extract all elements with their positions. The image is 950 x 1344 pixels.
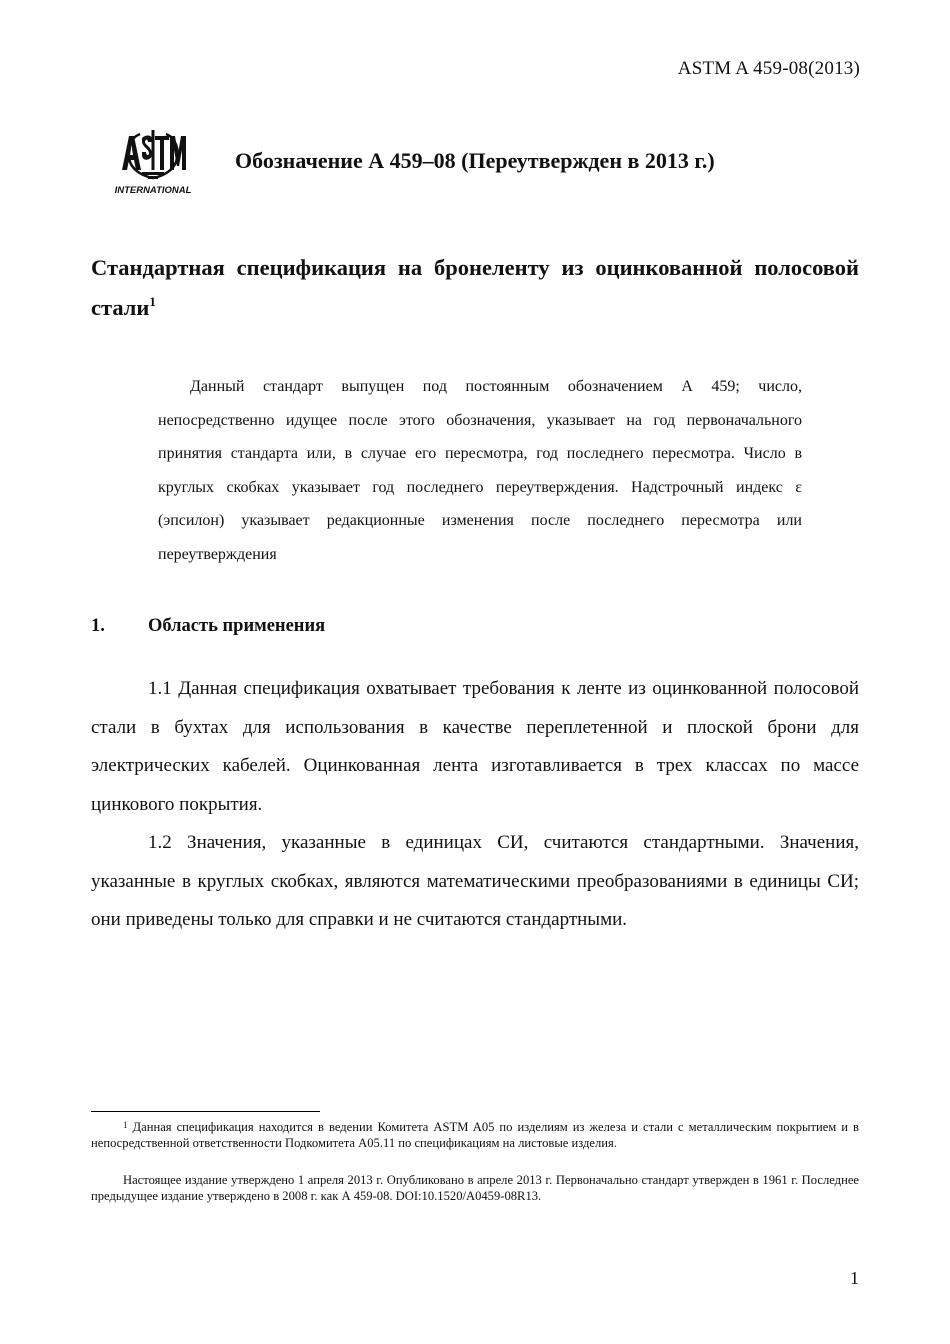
section-heading bbox=[91, 616, 325, 637]
footnote-marker: 1 bbox=[123, 1120, 128, 1130]
astm-logo bbox=[112, 126, 194, 196]
document-title bbox=[91, 248, 859, 328]
title-text: Стандартная спецификация на бронеленту из оцинкованной полосовой стали bbox=[91, 255, 859, 320]
preface-note: Данный стандарт выпущен под постоянным обозначением А 459; число, непосредственно идущее после этого обозначения, указывает на год первоначального принятия стандарта или, в случае его пересмотра, год последнего пересмотра. Число в круглых скобках указывает год последнего переутверждения. Надстрочный индекс ε (эпсилон) указывает редакционные изменения после последнего пересмотра или переутверждения bbox=[158, 378, 802, 563]
section-number: 1. bbox=[91, 616, 105, 636]
logo-caption: INTERNATIONAL bbox=[114, 185, 192, 196]
designation-heading: Обозначение А 459–08 (Переутвержден в 2013 г.) bbox=[235, 148, 715, 173]
paragraph-1-2: 1.2 Значения, указанные в единицах СИ, считаются стандартными. Значения, указанные в круглых скобках, являются математическими преобразованиями в единицы СИ; они приведены только для справки и не считаются стандартными. bbox=[91, 832, 859, 930]
footnote-2: Настоящее издание утверждено 1 апреля 2013 г. Опубликовано в апреле 2013 г. Первоначально стандарт утвержден в 1961 г. Последнее предыдущее издание утверждено в 2008 г. как А 459-08. DOI:10.1520/A0459-08R13. bbox=[91, 1173, 859, 1203]
footnote-separator bbox=[91, 1111, 320, 1112]
section-title: Область применения bbox=[148, 616, 326, 636]
astm-logo-graphic bbox=[112, 126, 194, 196]
standard-reference: ASTM A 459-08(2013) bbox=[677, 58, 860, 79]
page-number: 1 bbox=[850, 1268, 859, 1288]
paragraph-1-1: 1.1 Данная спецификация охватывает требования к ленте из оцинкованной полосовой стали в бухтах для использования в качестве переплетенной и плоской брони для электрических кабелей. Оцинкованная лента изготавливается в трех классах по массе цинкового покрытия. bbox=[91, 678, 859, 815]
footnote-1 bbox=[91, 1119, 859, 1151]
footnote-text: Данная спецификация находится в ведении Комитета ASTM A05 по изделиям из железа и стали с металлическим покрытием и в непосредственной ответственности Подкомитета A05.11 по спецификациям на листовые изделия. bbox=[91, 1120, 859, 1150]
title-footnote-marker: 1 bbox=[149, 294, 156, 309]
